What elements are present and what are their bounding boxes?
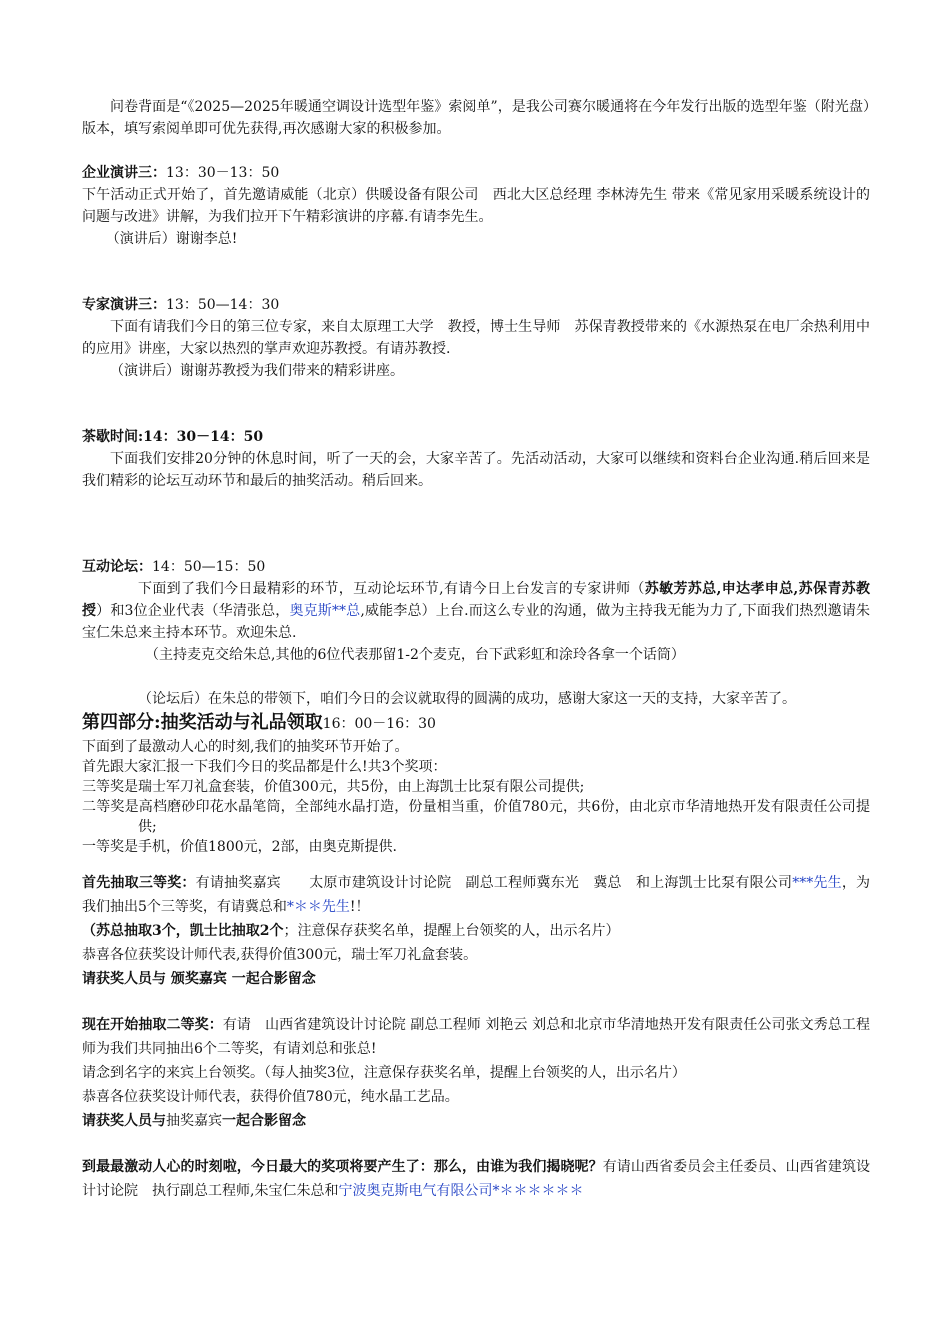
first-prize-draw bbox=[82, 1155, 870, 1203]
lottery-line: 下面到了最激动人心的时刻,我们的抽奖环节开始了。 bbox=[82, 739, 409, 755]
third-prize-text: !！ bbox=[349, 899, 370, 915]
first-prize-sponsor: 宁波奥克斯电气有限公司*＊＊＊＊＊＊ bbox=[338, 1183, 584, 1199]
forum-aux-rep: 奥克斯**总 bbox=[289, 603, 361, 619]
second-prize-lead: 现在开始抽取二等奖： bbox=[82, 1017, 223, 1033]
forum-heading bbox=[82, 556, 870, 578]
second-prize-congrats: 恭喜各位获奖设计师代表，获得价值780元，纯水晶工艺品。 bbox=[82, 1089, 459, 1105]
forum-experts: 苏敏芳苏总,申达孝申总,苏保青苏教授 bbox=[82, 581, 871, 619]
first-prize-lead: 到最最激动人心的时刻啦，今日最大的奖项将要产生了：那么，由谁为我们揭晓呢？ bbox=[82, 1159, 603, 1175]
section-time: 13：50—14：30 bbox=[166, 297, 280, 313]
forum-text: ）和3位企业代表（华清张总， bbox=[96, 603, 290, 619]
expert-talk-3-after: （演讲后）谢谢苏教授为我们带来的精彩讲座。 bbox=[110, 363, 404, 379]
enterprise-talk-3-heading bbox=[82, 162, 870, 184]
second-prize-photo-text: 请获奖人员与 bbox=[82, 1113, 166, 1129]
third-prize-note bbox=[82, 919, 870, 943]
forum-text: ,威能李总）上台.而这么专业的沟通，做为主持我无能为力了,下面我们热烈邀请朱宝仁朱总来主持本环节。欢迎朱总. bbox=[82, 603, 870, 641]
part-title: 第四部分:抽奖活动与礼品领取 bbox=[82, 712, 323, 733]
section-title: 企业演讲三： bbox=[82, 165, 166, 181]
expert-talk-3-body: 下面有请我们今日的第三位专家，来自太原理工大学 教授，博士生导师 苏保青教授带来的《水源热泵在电厂余热利用中的应用》讲座，大家以热烈的掌声欢迎苏教授。有请苏教授. bbox=[82, 319, 870, 357]
enterprise-talk-3-body: 下午活动正式开始了，首先邀请威能（北京）供暖设备有限公司 西北大区总经理 李林涛先生 带来《常见家用采暖系统设计的问题与改进》讲解，为我们拉开下午精彩演讲的序幕.有请李先生。 bbox=[82, 187, 870, 225]
third-prize-text: 有请抽奖嘉宾 太原市建筑设计讨论院 副总工程师冀东光 冀总 和上海凯士比泵有限公司 bbox=[195, 875, 793, 891]
tea-break-body: 下面我们安排20分钟的休息时间，听了一天的会，大家辛苦了。先活动活动，大家可以继续和资料台企业沟通.稍后回来是我们精彩的论坛互动环节和最后的抽奖活动。稍后回来。 bbox=[82, 451, 870, 489]
third-prize-photo: 请获奖人员与 颁奖嘉宾 一起合影留念 bbox=[82, 971, 316, 987]
prize-second-line: 二等奖是高档磨砂印花水晶笔筒，全部纯水晶打造，份量相当重，价值780元，共6份，由北京市华清地热开发有限责任公司提供; bbox=[82, 799, 870, 835]
second-prize-photo-text: 抽奖嘉宾 bbox=[166, 1113, 222, 1129]
second-prize-text: 有请 山西省建筑设计讨论院 副总工程师 刘艳云 刘总和北京市华清地热开发有限责任公司张文秀总工程师为我们共同抽出6个二等奖，有请刘总和张总! bbox=[82, 1017, 871, 1057]
second-prize-photo bbox=[82, 1109, 870, 1133]
lottery-line: 首先跟大家汇报一下我们今日的奖品都是什么!共3个奖项： bbox=[82, 759, 447, 775]
forum-after: （论坛后）在朱总的带领下，咱们今日的会议就取得的圆满的成功，感谢大家这一天的支持，大家辛苦了。 bbox=[138, 691, 796, 707]
second-prize-note: 请念到名字的来宾上台领奖。（每人抽奖3位，注意保存获奖名单，提醒上台领奖的人，出示名片） bbox=[82, 1065, 686, 1081]
first-prize-text: 有请山西省委员会主任委员、山西省建筑设计讨论院 执行副总工程师,朱宝仁朱总和 bbox=[82, 1159, 871, 1199]
enterprise-talk-3-after: （演讲后）谢谢李总! bbox=[105, 231, 238, 247]
third-prize-guest: *＊＊先生 bbox=[286, 899, 350, 915]
second-prize-photo-text: 一起合影留念 bbox=[222, 1113, 306, 1129]
section-title: 互动论坛： bbox=[82, 559, 152, 575]
forum-text: 下面到了我们今日最精彩的环节，互动论坛环节,有请今日上台发言的专家讲师（ bbox=[138, 581, 645, 597]
third-prize-note-bold: （苏总抽取3个，凯士比抽取2个 bbox=[82, 923, 284, 939]
expert-talk-3-heading bbox=[82, 294, 870, 316]
part-four-heading bbox=[82, 710, 870, 737]
section-time: 14：50—15：50 bbox=[152, 559, 266, 575]
forum-body bbox=[82, 578, 870, 644]
third-prize-congrats: 恭喜各位获奖设计师代表,获得价值300元，瑞士军刀礼盒套装。 bbox=[82, 947, 478, 963]
third-prize-draw bbox=[82, 871, 870, 919]
forum-mic-note: （主持麦克交给朱总,其他的6位代表那留1-2个麦克，台下武彩虹和涂玲各拿一个话筒） bbox=[145, 647, 685, 663]
third-prize-text: ，为我们抽出5个三等奖，有请冀总和 bbox=[82, 875, 871, 915]
intro-paragraph: 问卷背面是“《2025—2025年暖通空调设计选型年鉴》索阅单”，是我公司赛尔暖通将在今年发行出版的选型年鉴（附光盘）版本，填写索阅单即可优先获得,再次感谢大家的积极参加。 bbox=[82, 99, 870, 137]
third-prize-lead: 首先抽取三等奖： bbox=[82, 875, 196, 891]
prize-first-line: 一等奖是手机，价值1800元，2部，由奥克斯提供. bbox=[82, 839, 397, 855]
part-time: 16：00－16：30 bbox=[322, 716, 436, 732]
third-prize-note-text: ；注意保存获奖名单，提醒上台领奖的人，出示名片） bbox=[283, 923, 620, 939]
tea-break-heading: 茶歇时间:14：30－14：50 bbox=[82, 429, 264, 445]
prize-third-line: 三等奖是瑞士军刀礼盒套装，价值300元，共5份，由上海凯士比泵有限公司提供; bbox=[82, 779, 585, 795]
section-time: 13：30－13：50 bbox=[166, 165, 280, 181]
third-prize-guest: ***先生 bbox=[792, 875, 842, 891]
section-title: 专家演讲三： bbox=[82, 297, 166, 313]
second-prize-draw bbox=[82, 1013, 870, 1061]
